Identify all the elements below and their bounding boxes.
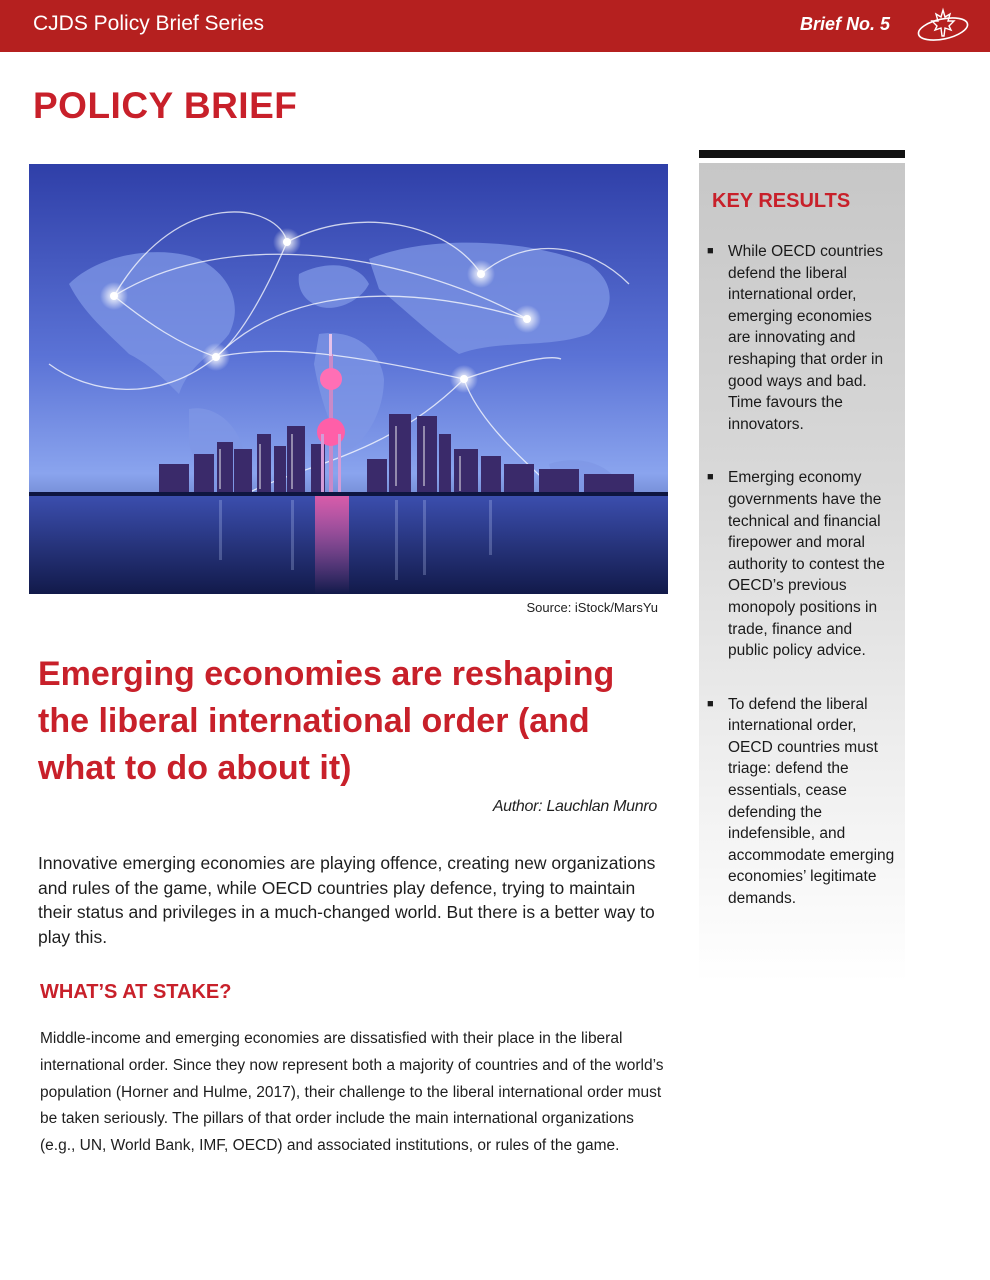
headline: Emerging economies are reshaping the liberal international order (and what to do about it): [38, 655, 615, 787]
section-body: Middle-income and emerging economies are dissatisfied with their place in the liberal international order. Since they now represent both a majority of countries and of the world’s population (Horner and Hulme, 2017), their challenge to the liberal international order must be taken seriously. The pillars of that order include the main international organizations (e.g., UN, World Bank, IMF, OECD) and associated institutions, or rules of the game.: [40, 1030, 664, 1155]
list-item: [699, 241, 905, 435]
maple-leaf-globe-icon: [914, 4, 972, 48]
list-item: [699, 694, 905, 910]
list-item: [699, 467, 905, 661]
bullet-icon: ■: [707, 471, 714, 484]
key-results-title: KEY RESULTS: [712, 190, 851, 212]
page-title: POLICY BRIEF: [33, 85, 298, 126]
header-bar: [0, 0, 990, 52]
key-results-list: [699, 241, 905, 942]
intro-paragraph: Innovative emerging economies are playing offence, creating new organizations and rules of the game, while OECD countries play defence, trying to maintain their status and privileges in a much-changed world. But there is a better way to play this.: [38, 853, 656, 947]
list-item-text: Emerging economy governments have the technical and financial firepower and moral authority to contest the OECD’s previous monopoly positions in trade, finance and public policy advice.: [728, 469, 885, 660]
key-results-top-rule: [699, 150, 905, 158]
hero-image: [29, 164, 668, 594]
bullet-icon: ■: [707, 245, 714, 257]
bullet-icon: ■: [707, 697, 714, 710]
key-results-panel: [699, 163, 905, 983]
author-line: Author: Lauchlan Munro: [492, 798, 657, 815]
list-item-text: While OECD countries defend the liberal international order, emerging economies are innovating and reshaping that order in good ways and bad. Time favours the innovators.: [728, 243, 884, 433]
list-item-text: To defend the liberal international order, OECD countries must triage: defend the essentials, cease defending the indefensible, and accommodate emerging economies’ legitimate demands.: [728, 695, 895, 908]
image-caption: Source: iStock/MarsYu: [526, 600, 658, 615]
series-title: CJDS Policy Brief Series: [33, 12, 265, 35]
section-heading: WHAT’S AT STAKE?: [40, 981, 232, 1003]
brief-number: Brief No. 5: [799, 14, 890, 34]
